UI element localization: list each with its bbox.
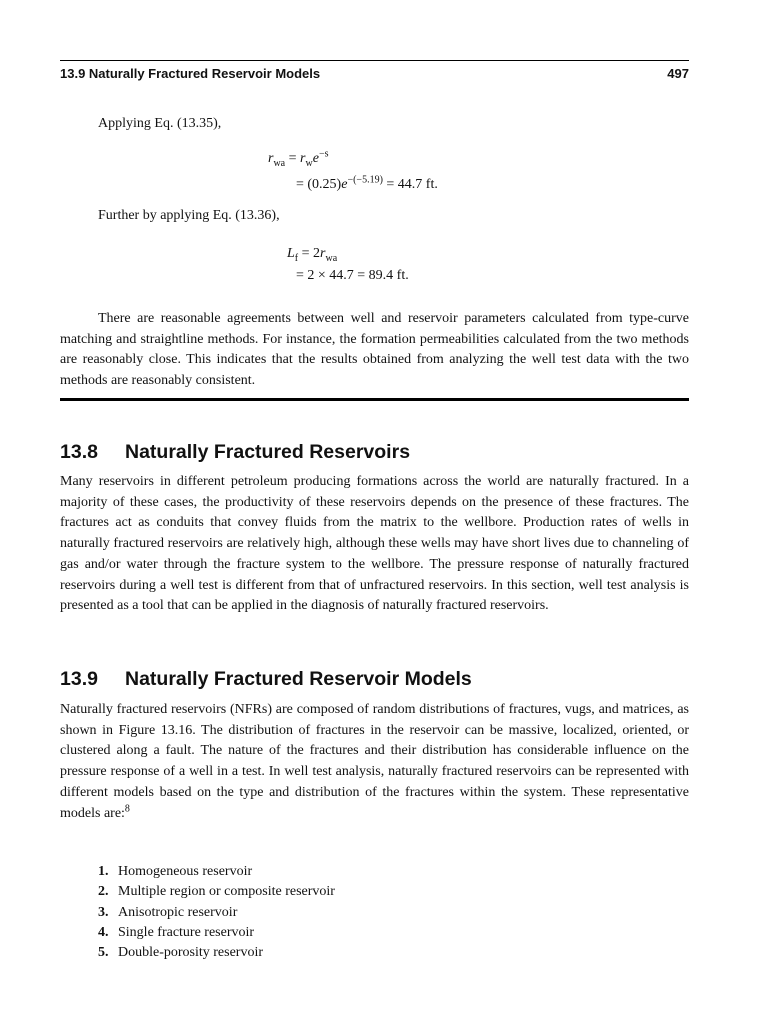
eq-text: = 2 xyxy=(298,246,321,261)
list-item xyxy=(98,882,335,902)
list-item-label: Multiple region or composite reservoir xyxy=(118,884,335,900)
section-number: 13.8 xyxy=(60,441,98,463)
equation-lf-line-1 xyxy=(287,246,337,262)
equation-rwa-line-1 xyxy=(268,148,329,169)
section-13-9-text xyxy=(60,700,689,824)
section-13-9-body xyxy=(60,700,689,824)
running-title: 13.9 Naturally Fractured Reservoir Models xyxy=(60,66,321,81)
eq-symbol-e: e xyxy=(312,151,319,166)
eq-result: = 44.7 ft. xyxy=(382,177,438,192)
section-13-8-text: Many reservoirs in different petroleum producing formations across the world are naturally fractured. In a majority of these cases, the productivity of these reservoirs depends on the presence of these fractures. The fractures act as conduits that convey fluids from the matrix to the wellbore. Production rates of wells in naturally fractured reservoirs are relatively high, although these wells may have short lives due to channeling of gas and/or water through the fracture system to the wellbore. The pressure response of naturally fractured reservoirs during a well test is different from that of unfractured reservoirs. In this section, well test analysis is presented as a tool that can be applied in the diagnosis of naturally fractured reservoirs. xyxy=(60,474,689,614)
list-item-number: 1. xyxy=(98,864,109,879)
list-item xyxy=(98,903,335,923)
reservoir-models-list xyxy=(98,862,335,963)
list-item-label: Double-porosity reservoir xyxy=(118,945,264,961)
eq-subscript: f xyxy=(294,252,299,264)
eq-superscript: −(−5.19) xyxy=(347,174,383,186)
applying-eq-13-36: Further by applying Eq. (13.36), xyxy=(98,208,280,223)
section-heading-13-8 xyxy=(60,441,410,464)
equation-lf-line-2: = 2 × 44.7 = 89.4 ft. xyxy=(296,268,409,283)
eq-equals: = xyxy=(285,151,301,166)
section-heading-13-9 xyxy=(60,668,472,691)
section-divider xyxy=(60,398,689,401)
list-item-number: 2. xyxy=(98,884,109,900)
page-number: 497 xyxy=(667,66,689,81)
eq-subscript: wa xyxy=(325,252,338,264)
eq-superscript: −s xyxy=(318,148,329,160)
list-item-number: 4. xyxy=(98,924,109,940)
eq-text: = (0.25) xyxy=(296,177,342,192)
equation-rwa-line-2 xyxy=(296,174,438,193)
running-header xyxy=(60,66,689,81)
eq-symbol-e: e xyxy=(341,177,348,192)
eq-symbol-r: r xyxy=(320,246,326,261)
list-item-label: Single fracture reservoir xyxy=(118,924,255,940)
eq-symbol-l: L xyxy=(287,246,295,261)
list-item xyxy=(98,862,335,882)
eq-symbol-r: r xyxy=(268,151,274,166)
list-item-number: 3. xyxy=(98,904,109,920)
eq-subscript: wa xyxy=(273,157,286,169)
list-item-number: 5. xyxy=(98,945,109,961)
footnote-reference: 8 xyxy=(124,802,130,814)
section-13-8-body xyxy=(60,472,689,617)
section-title: Naturally Fractured Reservoir Models xyxy=(125,668,472,690)
section-13-9-paragraph: Naturally fractured reservoirs (NFRs) are composed of random distributions of fractures, vugs, and matrices, as shown in Figure 13.16. The distribution of fractures in the reservoir can be massive, localized, oriented, or clustered along a fault. The nature of the fractures and their distribution has considerable influence on the pressure response of a well in a test. In well test analysis, naturally fractured reservoirs can be represented with different models based on the type and distribution of the fractures within the system. These representative models are: xyxy=(60,702,689,821)
eq-symbol-r: r xyxy=(300,151,306,166)
list-item-label: Homogeneous reservoir xyxy=(118,864,253,879)
section-title: Naturally Fractured Reservoirs xyxy=(125,441,411,463)
list-item xyxy=(98,923,335,943)
section-number: 13.9 xyxy=(60,668,98,690)
list-item-label: Anisotropic reservoir xyxy=(118,904,238,920)
conclusion-paragraph xyxy=(60,309,689,392)
eq-subscript: w xyxy=(305,157,313,169)
conclusion-text: There are reasonable agreements between well and reservoir parameters calculated from type-curve matching and straightline methods. For instance, the formation permeabilities calculated from the two methods are reasonably close. This indicates that the results obtained from analyzing the well test data with the two methods are reasonably consistent. xyxy=(60,311,689,389)
header-rule xyxy=(60,60,689,61)
applying-eq-13-35: Applying Eq. (13.35), xyxy=(98,116,222,131)
list-item xyxy=(98,943,335,963)
